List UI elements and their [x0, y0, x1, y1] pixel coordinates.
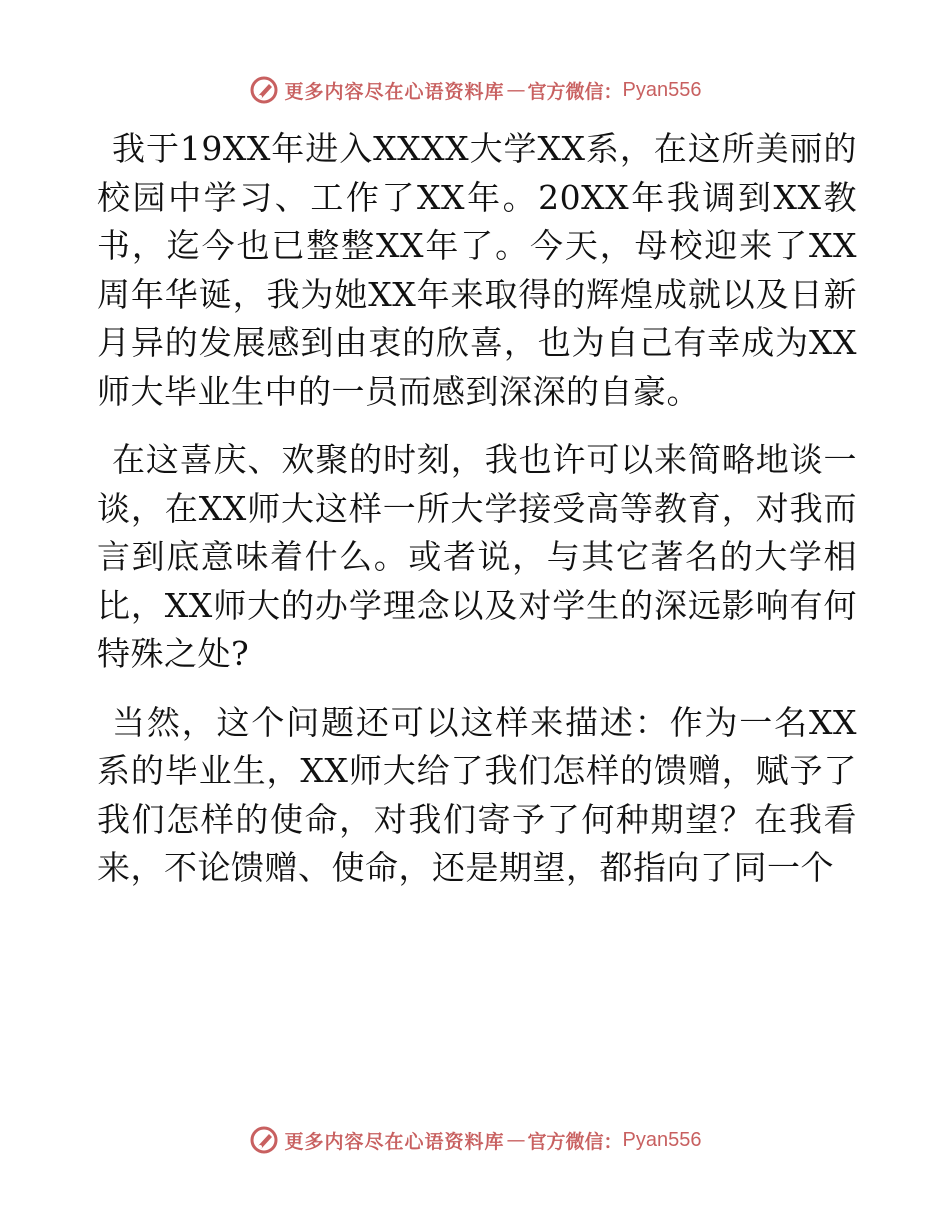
header-separator: —	[506, 79, 526, 101]
footer-brand-text: 更多内容尽在心语资料库	[284, 1130, 505, 1153]
document-body	[97, 125, 857, 913]
header-banner	[0, 70, 950, 110]
pen-circle-logo-icon	[249, 75, 279, 105]
paragraph-3: 当然，这个问题还可以这样来描述：作为一名XX系的毕业生，XX师大给了我们怎样的馈赠，赋予了我们怎样的使命，对我们寄予了何种期望？在我看来，不论馈赠、使命，还是期望，都指向了同一个	[97, 702, 857, 887]
header-wechat-handle: Pyan556	[622, 78, 702, 101]
pen-circle-logo-icon	[249, 1125, 279, 1155]
header-wechat-label: 官方微信：	[527, 80, 623, 103]
footer-separator: —	[506, 1129, 526, 1151]
paragraph-2: 在这喜庆、欢聚的时刻，我也许可以来简略地谈一谈，在XX师大这样一所大学接受高等教育，对我而言到底意味着什么。或者说，与其它著名的大学相比，XX师大的办学理念以及对学生的深远影响有何特殊之处?	[97, 440, 857, 673]
paragraph-1: 我于19XX年进入XXXX大学XX系，在这所美丽的校园中学习、工作了XX年。20XX年我调到XX教书，迄今也已整整XX年了。今天，母校迎来了XX周年华诞，我为她XX年来取得的辉煌成就以及日新月异的发展感到由衷的欣喜，也为自己有幸成为XX师大毕业生中的一员而感到深深的自豪。	[97, 129, 857, 411]
header-brand-text: 更多内容尽在心语资料库	[284, 80, 505, 103]
footer-wechat-handle: Pyan556	[622, 1128, 702, 1151]
footer-wechat-label: 官方微信：	[527, 1130, 623, 1153]
footer-banner	[0, 1120, 950, 1160]
